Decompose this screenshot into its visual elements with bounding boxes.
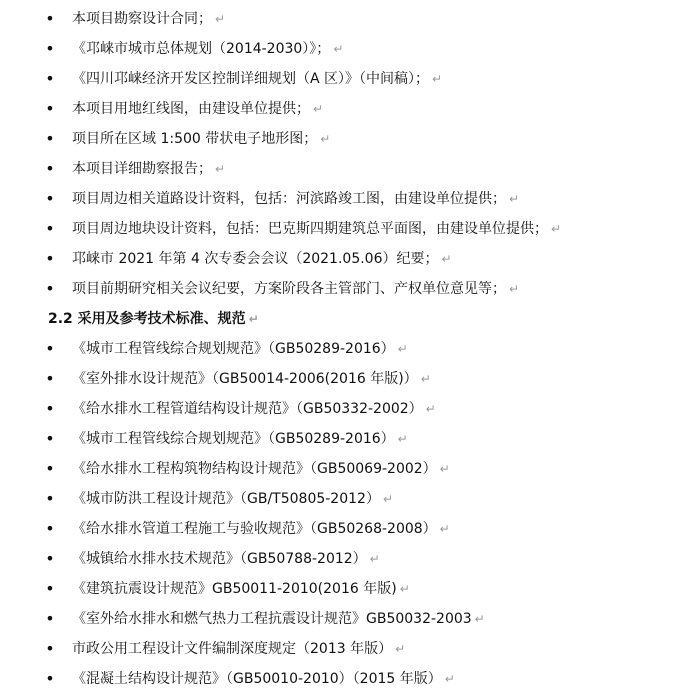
list-item xyxy=(0,214,691,244)
bullet-icon: • xyxy=(45,159,55,178)
list-item xyxy=(0,64,691,94)
list-item xyxy=(0,484,691,514)
document-body xyxy=(0,4,691,694)
list-item-text: 《给水排水工程构筑物结构设计规范》（GB50069-2002） xyxy=(72,461,437,477)
list-item xyxy=(0,274,691,304)
paragraph-mark-icon: ↵ xyxy=(439,462,450,476)
bullet-icon: • xyxy=(45,189,55,208)
paragraph-mark-icon: ↵ xyxy=(369,552,380,566)
bullet-icon: • xyxy=(45,219,55,238)
bullet-icon: • xyxy=(45,429,55,448)
list-item xyxy=(0,34,691,64)
paragraph-mark-icon: ↵ xyxy=(420,372,431,386)
list-item xyxy=(0,424,691,454)
list-item xyxy=(0,574,691,604)
list-item-text: 项目前期研究相关会议纪要，方案阶段各主管部门、产权单位意见等； xyxy=(72,281,506,297)
bullet-icon: • xyxy=(45,459,55,478)
paragraph-mark-icon: ↵ xyxy=(382,492,394,506)
list-item xyxy=(0,94,691,124)
list-item xyxy=(0,454,691,484)
list-item xyxy=(0,154,691,184)
list-item-text: 项目周边地块设计资料，包括：巴克斯四期建筑总平面图，由建设单位提供； xyxy=(72,221,548,237)
bullet-icon: • xyxy=(45,9,55,28)
list-item xyxy=(0,184,691,214)
list-item xyxy=(0,514,691,544)
paragraph-mark-icon: ↵ xyxy=(399,582,410,596)
bullet-icon: • xyxy=(45,249,55,268)
bullet-icon: • xyxy=(45,639,55,658)
list-item-text: 《室外给水排水和燃气热力工程抗震设计规范》GB50032-2003 xyxy=(72,611,472,627)
bullet-icon: • xyxy=(45,549,55,568)
bullet-icon: • xyxy=(45,69,55,88)
paragraph-mark-icon: ↵ xyxy=(248,312,259,326)
list-item-text: 《城市防洪工程设计规范》（GB/T50805-2012） xyxy=(72,491,380,507)
list-item xyxy=(0,364,691,394)
list-item-text: 市政公用工程设计文件编制深度规定（2013 年版） xyxy=(72,641,393,657)
bullet-icon: • xyxy=(45,669,55,688)
list-item-text: 《给水排水工程管道结构设计规范》（GB50332-2002） xyxy=(72,401,423,417)
bullet-icon: • xyxy=(45,39,55,58)
paragraph-mark-icon: ↵ xyxy=(215,12,226,26)
paragraph-mark-icon: ↵ xyxy=(432,72,443,86)
bullet-icon: • xyxy=(45,129,55,148)
paragraph-mark-icon: ↵ xyxy=(551,222,562,236)
paragraph-mark-icon: ↵ xyxy=(397,342,408,356)
list-item-text: 项目所在区域 1:500 带状电子地形图； xyxy=(72,131,318,147)
list-item xyxy=(0,544,691,574)
bullet-icon: • xyxy=(45,369,55,388)
list-item-text: 《混凝土结构设计规范》（GB50010-2010）（2015 年版） xyxy=(72,671,442,687)
list-item xyxy=(0,124,691,154)
list-item-text: 本项目详细勘察报告； xyxy=(72,161,212,177)
paragraph-mark-icon: ↵ xyxy=(425,402,436,416)
paragraph-mark-icon: ↵ xyxy=(444,672,455,686)
list-item xyxy=(0,334,691,364)
paragraph-mark-icon: ↵ xyxy=(439,522,450,536)
bullet-icon: • xyxy=(45,489,55,508)
bullet-icon: • xyxy=(45,579,55,598)
list-item xyxy=(0,664,691,694)
paragraph-mark-icon: ↵ xyxy=(474,612,485,626)
bullet-icon: • xyxy=(45,99,55,118)
paragraph-mark-icon: ↵ xyxy=(509,282,520,296)
bullet-icon: • xyxy=(45,339,55,358)
bullet-icon: • xyxy=(45,519,55,538)
list-item xyxy=(0,394,691,424)
paragraph-mark-icon: ↵ xyxy=(313,102,324,116)
bullet-icon: • xyxy=(45,399,55,418)
section-heading xyxy=(0,304,691,334)
list-item xyxy=(0,4,691,34)
bullet-icon: • xyxy=(45,279,55,298)
paragraph-mark-icon: ↵ xyxy=(333,42,344,56)
list-item-text: 本项目勘察设计合同； xyxy=(72,11,212,27)
paragraph-mark-icon: ↵ xyxy=(397,432,408,446)
list-item-text: 《城市工程管线综合规划规范》（GB50289-2016） xyxy=(72,431,395,447)
paragraph-mark-icon: ↵ xyxy=(215,162,226,176)
list-item-text: 本项目用地红线图，由建设单位提供； xyxy=(72,101,310,117)
paragraph-mark-icon: ↵ xyxy=(509,192,520,206)
paragraph-mark-icon: ↵ xyxy=(395,642,406,656)
bullet-icon: • xyxy=(45,609,55,628)
paragraph-mark-icon: ↵ xyxy=(320,132,331,146)
list-item-text: 《建筑抗震设计规范》GB50011-2010(2016 年版) xyxy=(72,581,397,597)
paragraph-mark-icon: ↵ xyxy=(441,252,452,266)
list-item xyxy=(0,244,691,274)
list-item xyxy=(0,634,691,664)
list-item-text: 《邛崃市城市总体规划（2014-2030）》； xyxy=(72,41,331,57)
list-item-text: 《给水排水管道工程施工与验收规范》（GB50268-2008） xyxy=(72,521,437,537)
list-item-text: 《城市工程管线综合规划规范》（GB50289-2016） xyxy=(72,341,395,357)
list-item-text: 《四川邛崃经济开发区控制详细规划（A 区）》（中间稿）； xyxy=(72,71,430,87)
list-item-text: 邛崃市 2021 年第 4 次专委会会议（2021.05.06）纪要； xyxy=(72,251,439,267)
list-item-text: 《室外排水设计规范》（GB50014-2006(2016 年版)） xyxy=(72,371,418,387)
list-item xyxy=(0,604,691,634)
section-heading-text: 2.2 采用及参考技术标准、规范 xyxy=(48,311,246,327)
list-item-text: 《城镇给水排水技术规范》（GB50788-2012） xyxy=(72,551,367,567)
list-item-text: 项目周边相关道路设计资料，包括：河滨路竣工图，由建设单位提供； xyxy=(72,191,506,207)
